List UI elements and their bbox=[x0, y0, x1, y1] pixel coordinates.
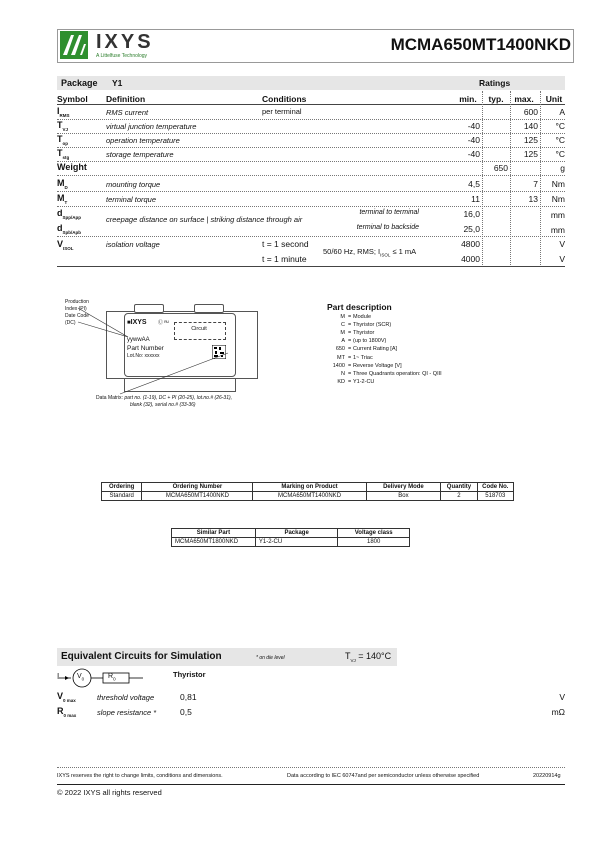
row-definition: storage temperature bbox=[106, 150, 174, 159]
creepage-min-1: 16,0 bbox=[463, 209, 480, 219]
equals-sign: = bbox=[348, 330, 352, 337]
row-symbol: $I_{RMS}$ bbox=[57, 106, 70, 118]
row-min: -40 bbox=[467, 149, 480, 159]
row-max: 600 bbox=[523, 107, 538, 117]
callout-leader-lines bbox=[60, 295, 260, 405]
col-conditions: Conditions bbox=[262, 94, 307, 104]
part-code-meaning: Y1-2-CU bbox=[353, 378, 375, 385]
footer-revision: 20220914g bbox=[533, 773, 561, 779]
row-symbol: $T_{op}$ bbox=[57, 134, 68, 146]
ul-mark-icon: Ⓤ ᴿᵁ bbox=[158, 320, 169, 326]
ordering-table bbox=[101, 482, 514, 501]
row-rule bbox=[57, 191, 565, 192]
ordering-col-header: Code No. bbox=[477, 483, 513, 492]
row-max: 140 bbox=[523, 121, 538, 131]
package-value: Y1 bbox=[112, 78, 123, 88]
equals-sign: = bbox=[348, 362, 352, 369]
footer-rule bbox=[57, 767, 565, 768]
thyristor-column-label: Thyristor bbox=[173, 670, 206, 679]
module-label-lot: Lot.No: xxxxxx bbox=[127, 353, 160, 359]
ordering-cell: 518703 bbox=[477, 492, 513, 501]
symbol-d-spp: $d_{Spp/App}$ bbox=[57, 208, 81, 220]
creepage-definition: creepage distance on surface | striking distance through air bbox=[106, 215, 303, 224]
row-symbol: $M_D$ bbox=[57, 178, 68, 190]
part-code-meaning: (up to 1800V) bbox=[353, 338, 387, 345]
footer-bottom-rule bbox=[57, 784, 565, 785]
isolation-unit-2: V bbox=[559, 254, 565, 264]
part-code-meaning: Thyristor (SCR) bbox=[353, 322, 392, 329]
part-code-meaning: Thyristor bbox=[353, 330, 375, 337]
equivalent-symbol: $V_{0 max}$ bbox=[57, 691, 76, 703]
ordering-cell: Box bbox=[366, 492, 441, 501]
equivalent-value: 0,5 bbox=[180, 707, 192, 717]
equals-sign: = bbox=[348, 354, 352, 361]
row-typ: 650 bbox=[493, 163, 508, 173]
row-rule bbox=[57, 206, 565, 207]
equivalent-note: * on die level bbox=[256, 655, 285, 661]
module-label-yyww: yywwAA bbox=[127, 337, 150, 343]
similar-col-header: Similar Part bbox=[172, 529, 256, 538]
ordering-header-row bbox=[102, 483, 514, 492]
equivalent-unit: V bbox=[559, 692, 565, 702]
row-unit: °C bbox=[555, 135, 565, 145]
part-code: M bbox=[340, 330, 345, 337]
row-definition: terminal torque bbox=[106, 195, 157, 204]
ratings-label: Ratings bbox=[479, 78, 511, 88]
part-code-meaning: Current Rating [A] bbox=[353, 346, 398, 353]
circuit-label: Circuit bbox=[191, 326, 207, 332]
similar-cell: Y1-2-CU bbox=[255, 538, 338, 547]
creepage-min-2: 25,0 bbox=[463, 224, 480, 234]
package-label: Package bbox=[61, 78, 98, 88]
similar-part-table bbox=[171, 528, 410, 547]
creepage-cond-backside: terminal to backside bbox=[356, 224, 419, 231]
v0-label: $V_0$ bbox=[77, 673, 85, 682]
similar-col-header: Package bbox=[255, 529, 338, 538]
callout-data-matrix: Data Matrix: part no. (1-19), DC + PI (20-25), lot.no.# (26-31), blank (32), serial no.# (33-36) bbox=[96, 395, 233, 408]
row-rule bbox=[57, 161, 565, 162]
row-rule bbox=[57, 147, 565, 148]
ixys-logo-icon bbox=[60, 31, 88, 59]
part-code: M bbox=[340, 314, 345, 320]
callout-production-index: Production Index (PI) Date Code (DC) bbox=[65, 299, 89, 326]
row-unit: °C bbox=[555, 149, 565, 159]
equals-sign: = bbox=[348, 346, 352, 353]
equals-sign: = bbox=[348, 314, 352, 320]
symbol-d-spb: $d_{Spb/Apb}$ bbox=[57, 223, 81, 235]
equivalent-value: 0,81 bbox=[180, 692, 197, 702]
col-symbol: Symbol bbox=[57, 94, 88, 104]
similar-col-header: Voltage class bbox=[338, 529, 410, 538]
ordering-col-header: Ordering bbox=[102, 483, 142, 492]
r0-label: $R_0$ bbox=[108, 673, 116, 682]
isolation-t2: t = 1 minute bbox=[262, 254, 307, 264]
ordering-cell: MCMA650MT1400NKD bbox=[253, 492, 366, 501]
part-code: 650 bbox=[335, 346, 345, 353]
equivalent-unit: mΩ bbox=[551, 707, 565, 717]
equivalent-definition: threshold voltage bbox=[97, 693, 155, 702]
row-min: -40 bbox=[467, 135, 480, 145]
row-unit: A bbox=[559, 107, 565, 117]
row-max: 125 bbox=[523, 149, 538, 159]
equals-sign: = bbox=[348, 322, 352, 329]
row-rule bbox=[57, 133, 565, 134]
similar-cell: 1800 bbox=[338, 538, 410, 547]
row-definition: mounting torque bbox=[106, 180, 161, 189]
isolation-min-2: 4000 bbox=[461, 254, 480, 264]
row-max: 125 bbox=[523, 135, 538, 145]
current-label: I bbox=[57, 672, 60, 681]
part-code-meaning: Three Quadrants operation: QI - QIII bbox=[353, 370, 442, 377]
ordering-col-header: Marking on Product bbox=[253, 483, 366, 492]
row-rule bbox=[57, 236, 565, 237]
equivalent-title: Equivalent Circuits for Simulation bbox=[61, 651, 222, 662]
row-max: 7 bbox=[533, 179, 538, 189]
part-code-meaning: 1~ Triac bbox=[353, 354, 373, 361]
col-min: min. bbox=[459, 94, 477, 104]
equals-sign: = bbox=[348, 378, 352, 385]
similar-cell: MCMA650MT1800NKD bbox=[172, 538, 256, 547]
equals-sign: = bbox=[348, 338, 352, 345]
row-definition: operation temperature bbox=[106, 136, 180, 145]
part-code-meaning: Reverse Voltage [V] bbox=[353, 362, 402, 369]
table-row bbox=[102, 492, 514, 501]
creepage-unit-2: mm bbox=[550, 225, 565, 235]
isolation-unit-1: V bbox=[559, 239, 565, 249]
row-definition: virtual junction temperature bbox=[106, 122, 197, 131]
equals-sign: = bbox=[348, 370, 352, 377]
part-code: 1400 bbox=[332, 362, 345, 369]
table-row bbox=[172, 538, 410, 547]
isolation-min-1: 4800 bbox=[461, 239, 480, 249]
ordering-cell: Standard bbox=[102, 492, 142, 501]
ordering-col-header: Delivery Mode bbox=[366, 483, 441, 492]
ordering-col-header: Quantity bbox=[441, 483, 477, 492]
row-unit: Nm bbox=[551, 179, 565, 189]
part-code: C bbox=[341, 322, 345, 329]
ordering-cell: MCMA650MT1400NKD bbox=[142, 492, 253, 501]
footer-disclaimer: IXYS reserves the right to change limits, conditions and dimensions. bbox=[57, 773, 223, 779]
isolation-definition: isolation voltage bbox=[106, 240, 160, 249]
row-condition: per terminal bbox=[262, 107, 302, 116]
isolation-condition: 50/60 Hz, RMS; $I_{ISOL} \le 1$ mA bbox=[323, 247, 417, 258]
part-code-meaning: Module bbox=[353, 314, 372, 320]
row-symbol: $T_{stg}$ bbox=[57, 148, 70, 160]
row-min: 11 bbox=[471, 194, 480, 204]
row-min: 4,5 bbox=[468, 179, 480, 189]
col-typ: typ. bbox=[488, 94, 504, 104]
copyright: © 2022 IXYS all rights reserved bbox=[57, 788, 162, 797]
similar-header-row bbox=[172, 529, 410, 538]
module-label-brand: ■IXYS bbox=[127, 319, 147, 326]
equivalent-symbol: $R_{0 max}$ bbox=[57, 706, 77, 718]
table-header-rule bbox=[57, 104, 565, 105]
footer-standard-note: Data according to IEC 60747and per semiconductor unless otherwise specified bbox=[287, 773, 480, 779]
brand-name: IXYS bbox=[96, 31, 154, 53]
part-description-title: Part description bbox=[327, 302, 392, 312]
row-definition: RMS current bbox=[106, 108, 149, 117]
table-bottom-rule bbox=[57, 266, 565, 267]
part-code: MT bbox=[337, 354, 345, 361]
row-symbol: Weight bbox=[57, 162, 87, 172]
brand-subtitle: A Littelfuse Technology bbox=[96, 53, 148, 59]
creepage-unit-1: mm bbox=[550, 210, 565, 220]
row-rule bbox=[57, 175, 565, 176]
equivalent-definition: slope resistance * bbox=[97, 708, 157, 717]
row-max: 13 bbox=[528, 194, 538, 204]
ordering-col-header: Ordering Number bbox=[142, 483, 253, 492]
equivalent-temperature: $T_{VJ} = 140^\circ C$ bbox=[345, 651, 392, 663]
row-rule bbox=[57, 119, 565, 120]
ordering-cell: 2 bbox=[441, 492, 477, 501]
part-code: A bbox=[341, 338, 345, 345]
row-unit: °C bbox=[555, 121, 565, 131]
row-symbol: $M_T$ bbox=[57, 193, 68, 205]
module-label-part: Part Number bbox=[127, 345, 164, 352]
row-min: -40 bbox=[467, 121, 480, 131]
col-unit: Unit bbox=[545, 94, 563, 104]
col-max: max. bbox=[514, 94, 534, 104]
symbol-v-isol: $V_{ISOL}$ bbox=[57, 239, 74, 251]
row-symbol: $T_{VJ}$ bbox=[57, 120, 69, 132]
col-definition: Definition bbox=[106, 94, 146, 104]
row-unit: g bbox=[560, 163, 565, 173]
part-code: KD bbox=[337, 378, 345, 385]
isolation-t1: t = 1 second bbox=[262, 239, 309, 249]
creepage-cond-terminal: terminal to terminal bbox=[359, 209, 419, 216]
col-sep bbox=[482, 91, 483, 267]
part-number-title: MCMA650MT1400NKD bbox=[390, 35, 571, 54]
row-unit: Nm bbox=[551, 194, 565, 204]
part-code: N bbox=[341, 370, 345, 377]
